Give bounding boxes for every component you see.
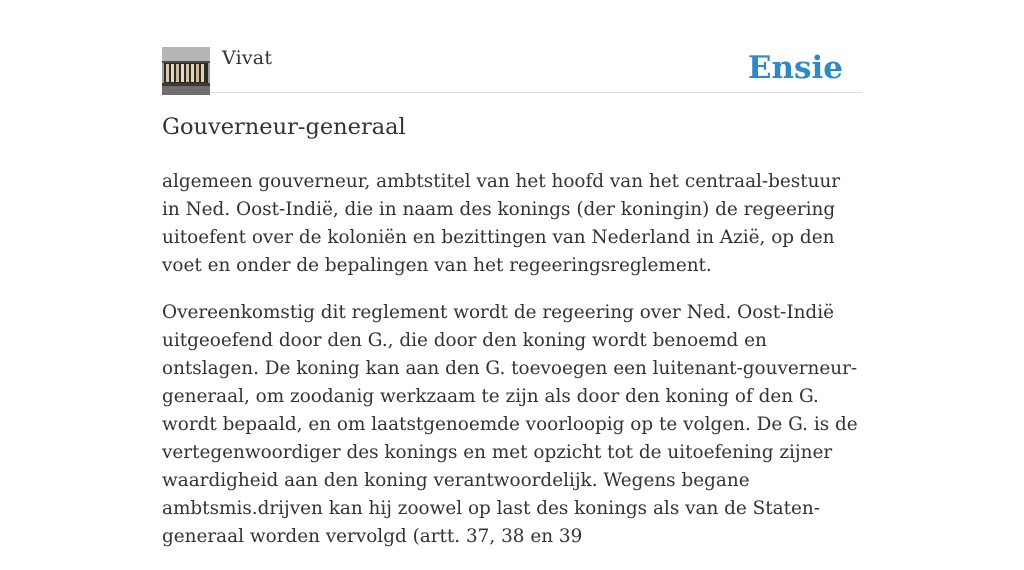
site-header [162,46,862,93]
article-body [162,168,862,570]
author-name[interactable]: Vivat [222,47,273,69]
author-avatar[interactable] [162,47,210,95]
brand-logo[interactable]: Ensie [747,50,843,86]
book-spines-icon [162,47,210,95]
article-paragraph: algemeen gouverneur, ambtstitel van het hoofd van het centraal-bestuur in Ned. Oost-Indië, die in naam des konings (der koningin) de regeering uitoefent over de koloniën en bezittingen van Nederland in Azië, op den voet en onder de bepalingen van het regeeringsreglement. [162,171,841,276]
article-title: Gouverneur-generaal [162,114,406,140]
article-paragraph: Overeenkomstig dit reglement wordt de regeering over Ned. Oost-Indië uitgeoefend door den G., die door den koning wordt benoemd en ontslagen. De koning kan aan den G. toevoegen een luitenant-gouverneur-generaal, om zoodanig werkzaam te zijn als door den koning of den G. wordt bepaald, en om laatstgenoemde voorloopig op te volgen. De G. is de vertegenwoordiger des konings en met opzicht tot de uitoefening zijner waardigheid aan den koning verantwoordelijk. Wegens begane ambtsmis.drijven kan hij zoowel op last des konings als van de Staten-generaal worden vervolgd (artt. 37, 38 en 39 [162,302,858,547]
